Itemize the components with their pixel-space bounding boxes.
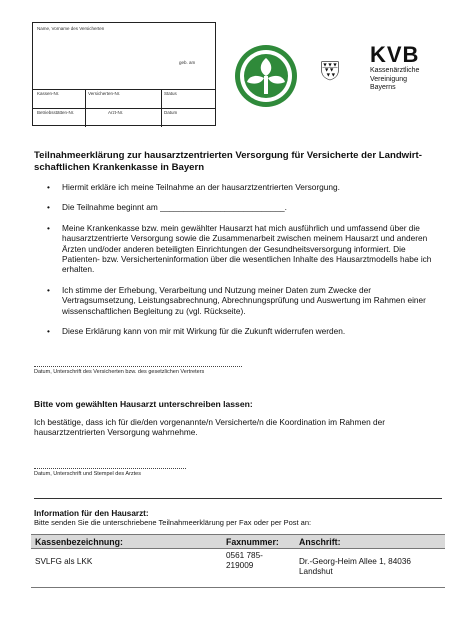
form-divider (33, 89, 215, 90)
kvb-coat-of-arms-icon (320, 44, 370, 96)
list-item-text: Meine Krankenkasse bzw. mein gewählter Hausarzt hat mich ausführlich und umfassend über die hausarztzentrierte Versorgung sowie die Zusammenarbeit zwischen meinem Hausarzt und anderen Ärzten und/oder anderen beteiligten Einrichtungen der Gesundheitsversorgung informiert. Die Patienten- bzw. Versicherteninformation über die wesentlichen Inhalte des Hausarztmodells habe ich erhalten. (62, 222, 432, 275)
patient-signature-caption: Datum, Unterschrift des Versicherten bzw. des gesetzlichen Vertreters (34, 369, 205, 375)
cell-address (299, 557, 411, 577)
fax-line: 219009 (226, 561, 254, 570)
kvb-logo-line2: Vereinigung (370, 75, 407, 83)
list-item (34, 223, 434, 275)
title-line: schaftlichen Krankenkasse in Bayern (34, 162, 205, 173)
list-item-text: Hiermit erkläre ich meine Teilnahme an der hausarztzentrierten Versorgung. (62, 182, 340, 192)
doctor-confirmation-text: Ich bestätige, dass ich für die/den vorgenannte/n Versicherte/n die Koordination im Rahmen der hausarztzentrierten Versorgung wahrnehme. (34, 417, 385, 438)
kvb-logo (370, 44, 419, 92)
bullet-icon: • (47, 202, 50, 213)
bullet-icon: • (47, 182, 50, 192)
info-heading: Information für den Hausarzt: (34, 509, 149, 518)
label-datum: Datum (164, 110, 178, 115)
label-date-of-birth: geb. am (179, 60, 196, 65)
label-patient-name: Name, Vorname des Versicherten (37, 26, 105, 31)
doctor-section-heading: Bitte vom gewählten Hausarzt unterschreiben lassen: (34, 399, 253, 409)
address-line: Dr.-Georg-Heim Allee 1, 84036 (299, 557, 411, 566)
bullet-icon: • (47, 222, 50, 233)
list-item (34, 182, 434, 192)
table-header (31, 534, 445, 549)
kvb-logo-line1: Kassenärztliche (370, 67, 420, 74)
fax-line: 0561 785- (226, 551, 263, 560)
bullet-icon: • (47, 284, 50, 295)
list-item (34, 326, 434, 336)
address-line: Landshut (299, 567, 333, 576)
start-date-field[interactable]: Die Teilnahme beginnt am ___________________________. (62, 202, 287, 213)
patient-header-box (32, 22, 216, 126)
patient-signature-line[interactable] (34, 366, 242, 367)
column-header-address: Anschrift: (299, 537, 341, 547)
kvb-logo-line3: Bayerns (370, 84, 396, 91)
label-versicherten-nr: Versicherten-Nr. (88, 91, 121, 96)
bullet-icon: • (47, 326, 50, 337)
cell-kasse: SVLFG als LKK (35, 557, 93, 566)
label-kassen-nr: Kassen-Nr. (37, 91, 60, 96)
table-bottom-border (31, 587, 445, 588)
list-item (34, 202, 434, 212)
cell-fax (226, 551, 263, 571)
section-divider (34, 498, 442, 499)
document-title (34, 150, 444, 174)
label-arzt-nr: Arzt-Nr. (108, 110, 124, 115)
form-divider (33, 108, 215, 109)
sozialversicherung-logo (234, 44, 298, 108)
info-instruction: Bitte senden Sie die unterschriebene Teilnahmeerklärung per Fax oder per Post an: (34, 518, 312, 527)
label-betriebsstaette: Betriebsstätten-Nr. (37, 110, 75, 115)
declaration-list (34, 182, 434, 346)
column-header-kasse: Kassenbezeichnung: (35, 537, 123, 547)
kvb-logo-short: KVB (370, 42, 420, 67)
column-header-fax: Faxnummer: (226, 537, 279, 547)
doctor-signature-line[interactable] (34, 468, 186, 469)
list-item (34, 285, 434, 316)
list-item-text: Ich stimme der Erhebung, Verarbeitung und Nutzung meiner Daten zum Zwecke der Vertragsumsetzung, Leistungsabrechnung, Abrechnungsprüfung und Auswertung im Rahmen einer wissenschaftlichen Begleitung zu (vgl. Rückseite). (62, 284, 426, 316)
doctor-signature-caption: Datum, Unterschrift und Stempel des Arztes (34, 471, 141, 477)
title-line: Teilnahmeerklärung zur hausarztzentrierten Versorgung für Versicherte der Landwirt- (34, 150, 422, 161)
label-status: Status (164, 91, 177, 96)
list-item-text: Diese Erklärung kann von mir mit Wirkung für die Zukunft widerrufen werden. (62, 326, 346, 337)
